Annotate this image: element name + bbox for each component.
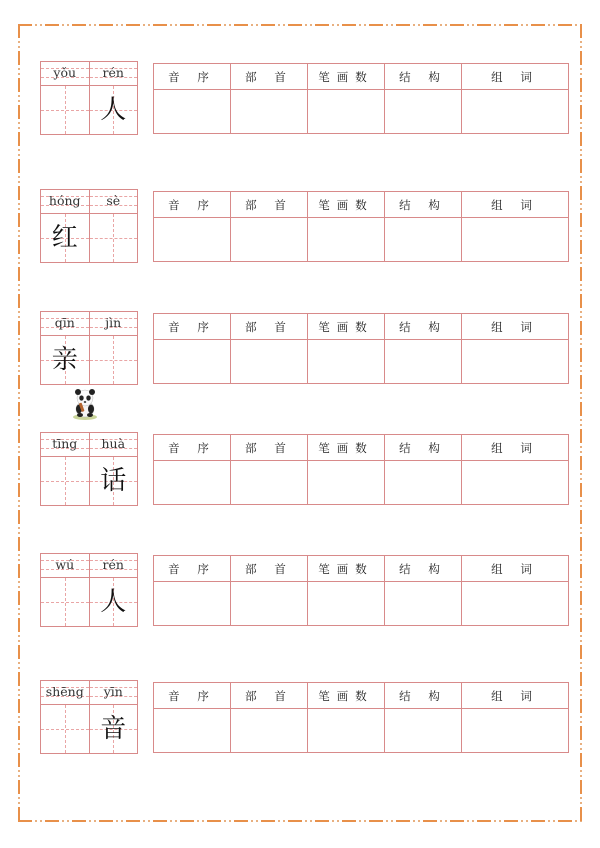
answer-zuci[interactable] [462, 582, 569, 626]
pinyin-text: qīn [54, 315, 75, 330]
header-zuci: 组 词 [462, 435, 569, 461]
pinyin-text: rén [102, 65, 124, 80]
answer-yinxu[interactable] [154, 461, 231, 505]
grid-cell-left[interactable] [41, 190, 89, 262]
answer-yinxu[interactable] [154, 340, 231, 384]
pinyin-line [90, 433, 138, 457]
hanzi-cell[interactable] [90, 457, 138, 505]
pinyin-line [90, 62, 138, 86]
character-grid [40, 311, 138, 385]
character-info-table [153, 682, 569, 753]
header-zuci: 组 词 [462, 314, 569, 340]
pinyin-line [41, 62, 89, 86]
header-yinxu: 音 序 [154, 64, 231, 90]
header-bihuashu: 笔画数 [308, 435, 385, 461]
hanzi-glyph: 人 [100, 95, 127, 125]
hanzi-cell[interactable] [41, 86, 89, 134]
header-bushou: 部 首 [231, 64, 308, 90]
answer-zuci[interactable] [462, 340, 569, 384]
border-left [18, 24, 20, 822]
grid-cell-left[interactable] [41, 681, 89, 753]
pinyin-line [41, 433, 89, 457]
answer-jiegou[interactable] [385, 582, 462, 626]
answer-bushou[interactable] [231, 90, 308, 134]
header-bushou: 部 首 [231, 683, 308, 709]
pinyin-line [90, 312, 138, 336]
header-jiegou: 结 构 [385, 556, 462, 582]
grid-cell-left[interactable] [41, 433, 89, 505]
answer-jiegou[interactable] [385, 709, 462, 753]
hanzi-glyph: 人 [100, 587, 127, 617]
header-yinxu: 音 序 [154, 435, 231, 461]
answer-yinxu[interactable] [154, 218, 231, 262]
grid-cell-left[interactable] [41, 554, 89, 626]
grid-cell-right[interactable] [89, 190, 138, 262]
header-jiegou: 结 构 [385, 314, 462, 340]
character-info-table [153, 434, 569, 505]
hanzi-cell[interactable] [41, 214, 89, 262]
header-yinxu: 音 序 [154, 556, 231, 582]
answer-bihuashu[interactable] [308, 461, 385, 505]
grid-cell-right[interactable] [89, 681, 138, 753]
grid-cell-right[interactable] [89, 62, 138, 134]
grid-cell-left[interactable] [41, 312, 89, 384]
character-grid [40, 61, 138, 135]
pinyin-text: wú [55, 557, 75, 572]
character-info-table [153, 63, 569, 134]
pinyin-line [41, 312, 89, 336]
character-grid [40, 680, 138, 754]
hanzi-cell[interactable] [41, 705, 89, 753]
hanzi-cell[interactable] [90, 336, 138, 384]
answer-bihuashu[interactable] [308, 582, 385, 626]
hanzi-cell[interactable] [41, 457, 89, 505]
answer-jiegou[interactable] [385, 218, 462, 262]
header-bushou: 部 首 [231, 435, 308, 461]
answer-bushou[interactable] [231, 218, 308, 262]
header-bushou: 部 首 [231, 556, 308, 582]
hanzi-glyph: 亲 [51, 345, 78, 375]
header-zuci: 组 词 [462, 683, 569, 709]
header-bihuashu: 笔画数 [308, 683, 385, 709]
hanzi-cell[interactable] [41, 578, 89, 626]
hanzi-glyph: 红 [51, 223, 78, 253]
header-zuci: 组 词 [462, 192, 569, 218]
pinyin-line [90, 554, 138, 578]
hanzi-glyph: 话 [100, 466, 127, 496]
hanzi-cell[interactable] [90, 705, 138, 753]
character-grid [40, 553, 138, 627]
answer-zuci[interactable] [462, 709, 569, 753]
header-yinxu: 音 序 [154, 314, 231, 340]
panda-icon [71, 388, 99, 420]
answer-bushou[interactable] [231, 709, 308, 753]
header-bushou: 部 首 [231, 314, 308, 340]
answer-yinxu[interactable] [154, 90, 231, 134]
pinyin-text: jìn [105, 315, 122, 330]
answer-bihuashu[interactable] [308, 340, 385, 384]
grid-cell-right[interactable] [89, 554, 138, 626]
border-top [18, 24, 582, 26]
header-yinxu: 音 序 [154, 192, 231, 218]
grid-cell-right[interactable] [89, 433, 138, 505]
answer-bihuashu[interactable] [308, 218, 385, 262]
header-bihuashu: 笔画数 [308, 314, 385, 340]
answer-yinxu[interactable] [154, 582, 231, 626]
answer-zuci[interactable] [462, 90, 569, 134]
hanzi-cell[interactable] [41, 336, 89, 384]
character-grid [40, 432, 138, 506]
hanzi-glyph: 音 [100, 714, 127, 744]
header-bushou: 部 首 [231, 192, 308, 218]
answer-yinxu[interactable] [154, 709, 231, 753]
pinyin-text: shēng [45, 684, 84, 699]
answer-zuci[interactable] [462, 461, 569, 505]
pinyin-text: rén [102, 557, 124, 572]
hanzi-cell[interactable] [90, 86, 138, 134]
pinyin-line [41, 681, 89, 705]
character-info-table [153, 555, 569, 626]
answer-bushou[interactable] [231, 461, 308, 505]
header-bihuashu: 笔画数 [308, 64, 385, 90]
header-zuci: 组 词 [462, 556, 569, 582]
answer-jiegou[interactable] [385, 461, 462, 505]
pinyin-text: sè [106, 193, 121, 208]
pinyin-line [90, 681, 138, 705]
pinyin-line [90, 190, 138, 214]
pinyin-text: yǒu [53, 65, 77, 80]
character-info-table [153, 313, 569, 384]
header-jiegou: 结 构 [385, 683, 462, 709]
header-bihuashu: 笔画数 [308, 556, 385, 582]
hanzi-cell[interactable] [90, 578, 138, 626]
answer-bushou[interactable] [231, 340, 308, 384]
character-grid [40, 189, 138, 263]
header-bihuashu: 笔画数 [308, 192, 385, 218]
pinyin-line [41, 190, 89, 214]
pinyin-text: huà [101, 436, 126, 451]
answer-jiegou[interactable] [385, 340, 462, 384]
answer-bushou[interactable] [231, 582, 308, 626]
grid-cell-right[interactable] [89, 312, 138, 384]
pinyin-text: tīng [52, 436, 78, 451]
border-right [580, 24, 582, 822]
pinyin-line [41, 554, 89, 578]
header-jiegou: 结 构 [385, 192, 462, 218]
answer-bihuashu[interactable] [308, 90, 385, 134]
header-jiegou: 结 构 [385, 435, 462, 461]
pinyin-text: yīn [103, 684, 123, 699]
answer-bihuashu[interactable] [308, 709, 385, 753]
pinyin-text: hóng [48, 193, 81, 208]
character-info-table [153, 191, 569, 262]
border-bottom [18, 820, 582, 822]
answer-zuci[interactable] [462, 218, 569, 262]
grid-cell-left[interactable] [41, 62, 89, 134]
answer-jiegou[interactable] [385, 90, 462, 134]
header-yinxu: 音 序 [154, 683, 231, 709]
hanzi-cell[interactable] [90, 214, 138, 262]
header-jiegou: 结 构 [385, 64, 462, 90]
header-zuci: 组 词 [462, 64, 569, 90]
